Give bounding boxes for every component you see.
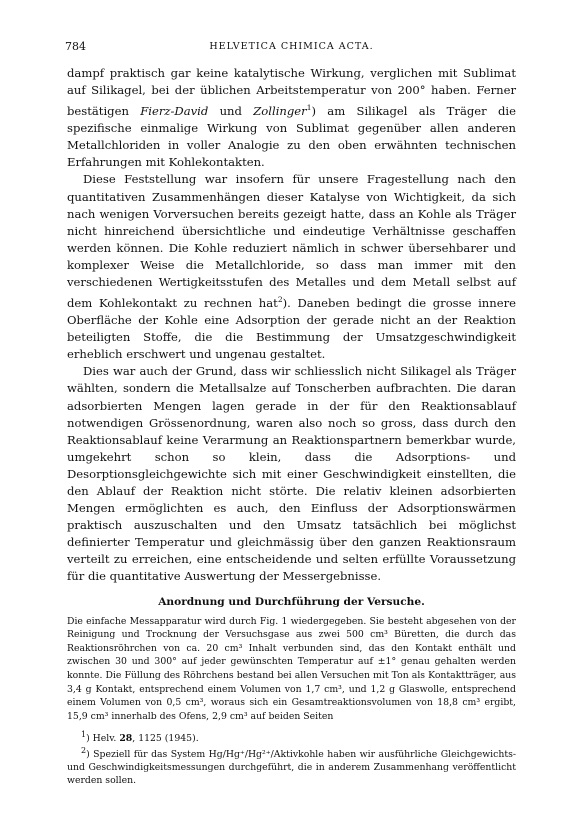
- journal-page: [67, 40, 516, 789]
- text-run: und: [208, 104, 254, 119]
- footnote-number: 1: [81, 730, 87, 740]
- page-number: 784: [65, 40, 86, 53]
- text-run: Diese Feststellung war insofern für unsere Fragestellung nach den quantitativen Zusammenhängen dieser Katalyse von Wichtigkeit, da sich nach wenigen Vorversuchen bereits gezeigt hatte, dass an Kohle als Träger nicht hinreichend übersichtliche und eindeutige Verhältnisse geschaffen werden können. Die Kohle reduziert nämlich in schwer übersehbarer und komplexer Weise die Metallchloride, so dass man immer mit den verschiedenen Wertigkeitsstufen des Metalles und dem Metall selbst auf dem Kohlekontakt zu rechnen hat: [67, 172, 516, 310]
- text-run: ) Helv.: [86, 733, 120, 745]
- footnote-number: 2: [81, 745, 87, 755]
- text-run: ) Speziell für das System Hg/Hg⁺/Hg²⁺/Aktivkohle haben wir ausführliche Gleichgewichts- und Geschwindigkeitsmessungen durchgeführt, die in anderem Zusammenhang veröffentlicht werden sollen.: [67, 748, 516, 786]
- text-run: , 1125 (1945).: [132, 733, 199, 745]
- bold-volume: 28: [119, 733, 133, 745]
- footnote-marker: 2: [277, 295, 283, 305]
- footnote: [67, 732, 516, 745]
- section-heading: Anordnung und Durchführung der Versuche.: [158, 595, 425, 608]
- text-run: Dies war auch der Grund, dass wir schliesslich nicht Silikagel als Träger wählten, sondern die Metallsalze auf Tonscherben aufbrachten. Die daran adsorbierten Mengen lagen gerade in der für den Reaktionsablauf notwendigen Grössenordnung, waren also noch so gross, dass durch den Reaktionsablauf keine Verarmung an Reaktionspartnern bemerkbar wurde, umgekehrt schon so klein, dass die Adsorptions- und Desorptionsgleichgewichte sich mit einer Geschwindigkeit einstellten, die den Ablauf der Reaktion nicht störte. Die relativ kleinen adsorbierten Mengen ermöglichten es auch, den Einfluss der Adsorptionswärmen praktisch auszuschalten und den Umsatz tatsächlich bei möglichst definierter Temperatur und gleichmässig über den ganzen Reaktionsraum verteilt zu erreichen, eine entscheidende und selten erfüllte Voraussetzung für die quantitative Auswertung der Messergebnisse.: [67, 364, 516, 584]
- running-title: HELVETICA CHIMICA ACTA.: [209, 41, 374, 52]
- italic-name: Fierz-David: [140, 104, 209, 119]
- paragraph-list: [67, 65, 516, 586]
- paragraph: [67, 171, 516, 363]
- apparatus-description: Die einfache Messapparatur wird durch Fig. 1 wiedergegeben. Sie besteht abgesehen von der Reinigung und Trocknung der Versuchsgase aus zwei 500 cm³ Büretten, die durch das Reaktionsröhrchen von ca. 20 cm³ Inhalt verbunden sind, das den Kontakt enthält und zwischen 30 und 300° auf jeder gewünschten Temperatur auf ±1° genau gehalten werden konnte. Die Füllung des Röhrchens bestand bei allen Versuchen mit Ton als Kontaktträger, aus 3,4 g Kontakt, entsprechend einem Volumen von 1,7 cm³, und 1,2 g Glaswolle, entsprechend einem Volumen von 0,5 cm³, woraus sich ein Gesamtreaktionsvolumen von 18,8 cm³ ergibt, 15,9 cm³ innerhalb des Ofens, 2,9 cm³ auf beiden Seiten: [67, 615, 516, 722]
- text-run: ). Daneben bedingt die grosse innere Oberfläche der Kohle eine Adsorption der gerade nicht an der Reaktion beteiligten Stoffe, die die Bestimmung der Umsatzgeschwindigkeit erheblich erschwert und ungenau gestaltet.: [67, 295, 517, 362]
- body-text: [67, 65, 516, 723]
- text-run: dampf praktisch gar keine katalytische Wirkung, verglichen mit Sublimat auf Silikagel, bei der üblichen Arbeitstemperatur von 200° haben. Ferner bestätigen: [67, 66, 516, 119]
- footnote: [67, 745, 516, 788]
- footnote-marker: 1: [306, 103, 312, 113]
- page-header: [67, 40, 516, 56]
- paragraph: [67, 65, 516, 171]
- footnotes: [67, 732, 516, 787]
- paragraph: [67, 363, 516, 585]
- text-run: ) am Silikagel als Träger die spezifische einmalige Wirkung von Sublimat gegenüber allen anderen Metallchloriden in voller Analogie zu den oben erwähnten technischen Erfahrungen mit Kohlekontakten.: [67, 104, 516, 170]
- italic-name: Zollinger: [253, 104, 307, 119]
